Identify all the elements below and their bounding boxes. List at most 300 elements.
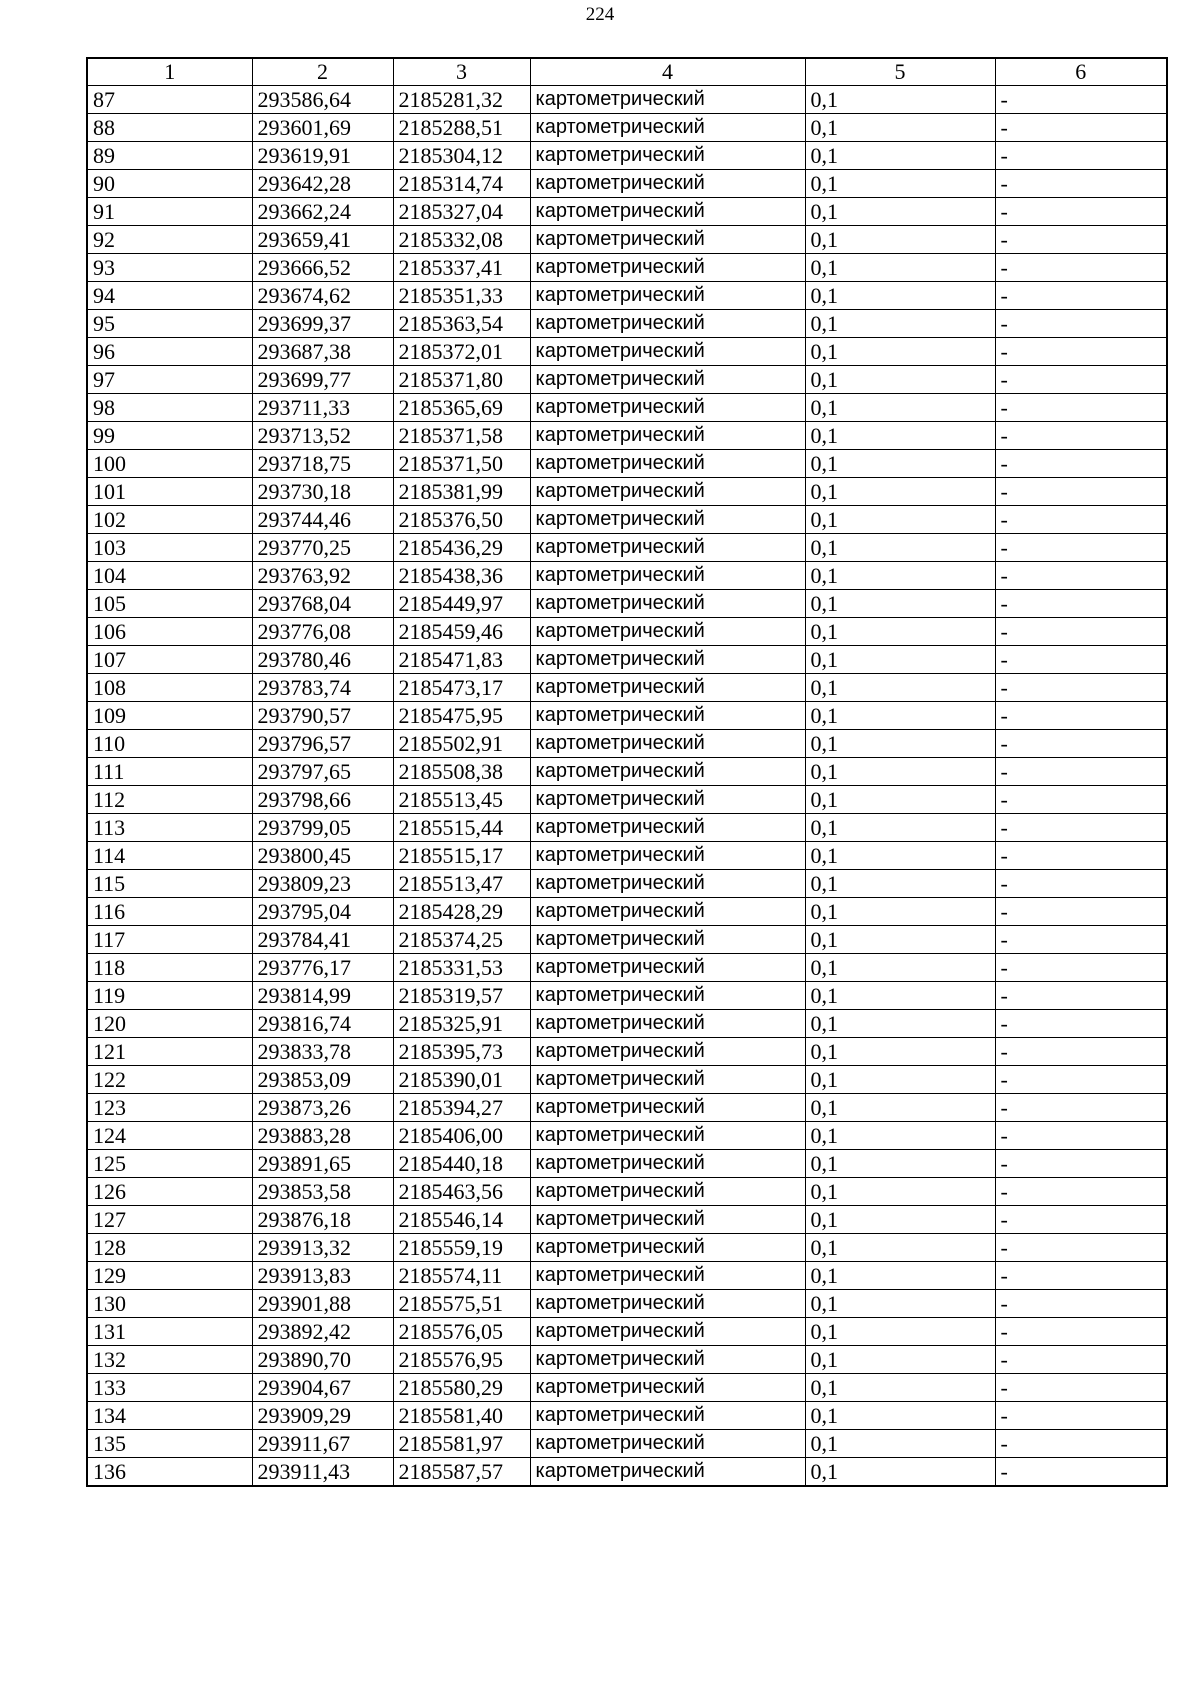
y-coordinate-cell: 2185314,74 <box>393 170 530 198</box>
method-cell: картометрический <box>530 814 805 842</box>
table-row <box>87 590 1167 618</box>
note-cell: - <box>995 1430 1167 1458</box>
y-coordinate-cell: 2185471,83 <box>393 646 530 674</box>
y-coordinate-cell: 2185574,11 <box>393 1262 530 1290</box>
y-coordinate-cell: 2185371,58 <box>393 422 530 450</box>
table-row <box>87 254 1167 282</box>
accuracy-cell: 0,1 <box>805 646 995 674</box>
method-cell: картометрический <box>530 422 805 450</box>
y-coordinate-cell: 2185438,36 <box>393 562 530 590</box>
y-coordinate-cell: 2185374,25 <box>393 926 530 954</box>
x-coordinate-cell: 293711,33 <box>252 394 393 422</box>
note-cell: - <box>995 870 1167 898</box>
method-cell: картометрический <box>530 562 805 590</box>
table-row <box>87 1458 1167 1487</box>
accuracy-cell: 0,1 <box>805 1010 995 1038</box>
point-number-cell: 122 <box>87 1066 252 1094</box>
y-coordinate-cell: 2185436,29 <box>393 534 530 562</box>
accuracy-cell: 0,1 <box>805 1318 995 1346</box>
point-number-cell: 134 <box>87 1402 252 1430</box>
point-number-cell: 103 <box>87 534 252 562</box>
note-cell: - <box>995 422 1167 450</box>
method-cell: картометрический <box>530 1038 805 1066</box>
method-cell: картометрический <box>530 282 805 310</box>
note-cell: - <box>995 170 1167 198</box>
table-row <box>87 814 1167 842</box>
point-number-cell: 99 <box>87 422 252 450</box>
table-row <box>87 870 1167 898</box>
table-row <box>87 674 1167 702</box>
column-header: 6 <box>995 58 1167 86</box>
accuracy-cell: 0,1 <box>805 1290 995 1318</box>
y-coordinate-cell: 2185463,56 <box>393 1178 530 1206</box>
column-header: 3 <box>393 58 530 86</box>
point-number-cell: 89 <box>87 142 252 170</box>
point-number-cell: 88 <box>87 114 252 142</box>
note-cell: - <box>995 1122 1167 1150</box>
accuracy-cell: 0,1 <box>805 1458 995 1487</box>
table-row <box>87 898 1167 926</box>
table-row <box>87 478 1167 506</box>
y-coordinate-cell: 2185281,32 <box>393 86 530 114</box>
point-number-cell: 124 <box>87 1122 252 1150</box>
note-cell: - <box>995 1402 1167 1430</box>
table-row <box>87 282 1167 310</box>
table-row <box>87 1066 1167 1094</box>
y-coordinate-cell: 2185331,53 <box>393 954 530 982</box>
table-row <box>87 142 1167 170</box>
x-coordinate-cell: 293642,28 <box>252 170 393 198</box>
note-cell: - <box>995 1178 1167 1206</box>
y-coordinate-cell: 2185449,97 <box>393 590 530 618</box>
note-cell: - <box>995 1318 1167 1346</box>
point-number-cell: 131 <box>87 1318 252 1346</box>
method-cell: картометрический <box>530 1206 805 1234</box>
note-cell: - <box>995 1010 1167 1038</box>
y-coordinate-cell: 2185515,44 <box>393 814 530 842</box>
note-cell: - <box>995 1374 1167 1402</box>
table-row <box>87 366 1167 394</box>
x-coordinate-cell: 293901,88 <box>252 1290 393 1318</box>
point-number-cell: 97 <box>87 366 252 394</box>
note-cell: - <box>995 562 1167 590</box>
accuracy-cell: 0,1 <box>805 1150 995 1178</box>
coordinates-table <box>86 57 1168 1487</box>
method-cell: картометрический <box>530 1262 805 1290</box>
x-coordinate-cell: 293890,70 <box>252 1346 393 1374</box>
method-cell: картометрический <box>530 478 805 506</box>
x-coordinate-cell: 293730,18 <box>252 478 393 506</box>
point-number-cell: 114 <box>87 842 252 870</box>
accuracy-cell: 0,1 <box>805 366 995 394</box>
accuracy-cell: 0,1 <box>805 1374 995 1402</box>
y-coordinate-cell: 2185304,12 <box>393 142 530 170</box>
accuracy-cell: 0,1 <box>805 1402 995 1430</box>
accuracy-cell: 0,1 <box>805 590 995 618</box>
y-coordinate-cell: 2185327,04 <box>393 198 530 226</box>
point-number-cell: 108 <box>87 674 252 702</box>
point-number-cell: 116 <box>87 898 252 926</box>
x-coordinate-cell: 293833,78 <box>252 1038 393 1066</box>
table-row <box>87 1094 1167 1122</box>
x-coordinate-cell: 293795,04 <box>252 898 393 926</box>
x-coordinate-cell: 293666,52 <box>252 254 393 282</box>
table-row <box>87 758 1167 786</box>
point-number-cell: 121 <box>87 1038 252 1066</box>
point-number-cell: 109 <box>87 702 252 730</box>
column-header: 1 <box>87 58 252 86</box>
point-number-cell: 128 <box>87 1234 252 1262</box>
accuracy-cell: 0,1 <box>805 1038 995 1066</box>
y-coordinate-cell: 2185587,57 <box>393 1458 530 1487</box>
accuracy-cell: 0,1 <box>805 142 995 170</box>
y-coordinate-cell: 2185381,99 <box>393 478 530 506</box>
table-row <box>87 1346 1167 1374</box>
y-coordinate-cell: 2185576,95 <box>393 1346 530 1374</box>
accuracy-cell: 0,1 <box>805 786 995 814</box>
y-coordinate-cell: 2185365,69 <box>393 394 530 422</box>
accuracy-cell: 0,1 <box>805 422 995 450</box>
accuracy-cell: 0,1 <box>805 86 995 114</box>
table-row <box>87 646 1167 674</box>
note-cell: - <box>995 758 1167 786</box>
note-cell: - <box>995 450 1167 478</box>
table-row <box>87 954 1167 982</box>
x-coordinate-cell: 293674,62 <box>252 282 393 310</box>
table-header-row <box>87 58 1167 86</box>
method-cell: картометрический <box>530 926 805 954</box>
point-number-cell: 129 <box>87 1262 252 1290</box>
method-cell: картометрический <box>530 1094 805 1122</box>
accuracy-cell: 0,1 <box>805 730 995 758</box>
method-cell: картометрический <box>530 1178 805 1206</box>
table-row <box>87 170 1167 198</box>
point-number-cell: 90 <box>87 170 252 198</box>
x-coordinate-cell: 293904,67 <box>252 1374 393 1402</box>
note-cell: - <box>995 226 1167 254</box>
point-number-cell: 127 <box>87 1206 252 1234</box>
point-number-cell: 95 <box>87 310 252 338</box>
x-coordinate-cell: 293892,42 <box>252 1318 393 1346</box>
point-number-cell: 101 <box>87 478 252 506</box>
accuracy-cell: 0,1 <box>805 758 995 786</box>
table-row <box>87 1318 1167 1346</box>
x-coordinate-cell: 293814,99 <box>252 982 393 1010</box>
table-row <box>87 1402 1167 1430</box>
note-cell: - <box>995 86 1167 114</box>
note-cell: - <box>995 506 1167 534</box>
method-cell: картометрический <box>530 842 805 870</box>
method-cell: картометрический <box>530 730 805 758</box>
method-cell: картометрический <box>530 870 805 898</box>
table-row <box>87 1150 1167 1178</box>
note-cell: - <box>995 954 1167 982</box>
note-cell: - <box>995 1234 1167 1262</box>
x-coordinate-cell: 293776,08 <box>252 618 393 646</box>
y-coordinate-cell: 2185371,50 <box>393 450 530 478</box>
method-cell: картометрический <box>530 1374 805 1402</box>
page-number: 224 <box>585 4 615 25</box>
accuracy-cell: 0,1 <box>805 1178 995 1206</box>
note-cell: - <box>995 282 1167 310</box>
table-row <box>87 506 1167 534</box>
table-row <box>87 394 1167 422</box>
method-cell: картометрический <box>530 338 805 366</box>
method-cell: картометрический <box>530 142 805 170</box>
x-coordinate-cell: 293713,52 <box>252 422 393 450</box>
accuracy-cell: 0,1 <box>805 674 995 702</box>
y-coordinate-cell: 2185319,57 <box>393 982 530 1010</box>
method-cell: картометрический <box>530 786 805 814</box>
method-cell: картометрический <box>530 366 805 394</box>
point-number-cell: 107 <box>87 646 252 674</box>
y-coordinate-cell: 2185288,51 <box>393 114 530 142</box>
point-number-cell: 115 <box>87 870 252 898</box>
table-row <box>87 310 1167 338</box>
note-cell: - <box>995 1150 1167 1178</box>
x-coordinate-cell: 293770,25 <box>252 534 393 562</box>
accuracy-cell: 0,1 <box>805 282 995 310</box>
point-number-cell: 94 <box>87 282 252 310</box>
note-cell: - <box>995 1206 1167 1234</box>
method-cell: картометрический <box>530 506 805 534</box>
note-cell: - <box>995 814 1167 842</box>
accuracy-cell: 0,1 <box>805 1206 995 1234</box>
point-number-cell: 113 <box>87 814 252 842</box>
table-row <box>87 1290 1167 1318</box>
table-row <box>87 338 1167 366</box>
table-row <box>87 534 1167 562</box>
point-number-cell: 100 <box>87 450 252 478</box>
note-cell: - <box>995 1066 1167 1094</box>
x-coordinate-cell: 293891,65 <box>252 1150 393 1178</box>
accuracy-cell: 0,1 <box>805 1094 995 1122</box>
x-coordinate-cell: 293809,23 <box>252 870 393 898</box>
method-cell: картометрический <box>530 1430 805 1458</box>
method-cell: картометрический <box>530 1346 805 1374</box>
table-row <box>87 422 1167 450</box>
y-coordinate-cell: 2185581,97 <box>393 1430 530 1458</box>
point-number-cell: 132 <box>87 1346 252 1374</box>
note-cell: - <box>995 1094 1167 1122</box>
y-coordinate-cell: 2185325,91 <box>393 1010 530 1038</box>
method-cell: картометрический <box>530 618 805 646</box>
x-coordinate-cell: 293873,26 <box>252 1094 393 1122</box>
point-number-cell: 102 <box>87 506 252 534</box>
accuracy-cell: 0,1 <box>805 870 995 898</box>
y-coordinate-cell: 2185363,54 <box>393 310 530 338</box>
accuracy-cell: 0,1 <box>805 338 995 366</box>
accuracy-cell: 0,1 <box>805 1122 995 1150</box>
y-coordinate-cell: 2185576,05 <box>393 1318 530 1346</box>
note-cell: - <box>995 898 1167 926</box>
point-number-cell: 96 <box>87 338 252 366</box>
accuracy-cell: 0,1 <box>805 1430 995 1458</box>
point-number-cell: 110 <box>87 730 252 758</box>
y-coordinate-cell: 2185390,01 <box>393 1066 530 1094</box>
accuracy-cell: 0,1 <box>805 534 995 562</box>
note-cell: - <box>995 1290 1167 1318</box>
table-row <box>87 114 1167 142</box>
accuracy-cell: 0,1 <box>805 702 995 730</box>
y-coordinate-cell: 2185459,46 <box>393 618 530 646</box>
y-coordinate-cell: 2185473,17 <box>393 674 530 702</box>
accuracy-cell: 0,1 <box>805 982 995 1010</box>
y-coordinate-cell: 2185559,19 <box>393 1234 530 1262</box>
accuracy-cell: 0,1 <box>805 310 995 338</box>
x-coordinate-cell: 293913,32 <box>252 1234 393 1262</box>
table-row <box>87 226 1167 254</box>
method-cell: картометрический <box>530 590 805 618</box>
point-number-cell: 112 <box>87 786 252 814</box>
table-body <box>87 86 1167 1487</box>
table-row <box>87 1122 1167 1150</box>
x-coordinate-cell: 293911,67 <box>252 1430 393 1458</box>
y-coordinate-cell: 2185502,91 <box>393 730 530 758</box>
x-coordinate-cell: 293783,74 <box>252 674 393 702</box>
point-number-cell: 87 <box>87 86 252 114</box>
table-row <box>87 1206 1167 1234</box>
y-coordinate-cell: 2185372,01 <box>393 338 530 366</box>
method-cell: картометрический <box>530 646 805 674</box>
note-cell: - <box>995 1038 1167 1066</box>
x-coordinate-cell: 293780,46 <box>252 646 393 674</box>
method-cell: картометрический <box>530 450 805 478</box>
table-row <box>87 1178 1167 1206</box>
point-number-cell: 92 <box>87 226 252 254</box>
x-coordinate-cell: 293619,91 <box>252 142 393 170</box>
method-cell: картометрический <box>530 758 805 786</box>
note-cell: - <box>995 590 1167 618</box>
column-header: 4 <box>530 58 805 86</box>
note-cell: - <box>995 646 1167 674</box>
accuracy-cell: 0,1 <box>805 170 995 198</box>
method-cell: картометрический <box>530 898 805 926</box>
x-coordinate-cell: 293800,45 <box>252 842 393 870</box>
x-coordinate-cell: 293744,46 <box>252 506 393 534</box>
method-cell: картометрический <box>530 86 805 114</box>
y-coordinate-cell: 2185394,27 <box>393 1094 530 1122</box>
x-coordinate-cell: 293784,41 <box>252 926 393 954</box>
method-cell: картометрический <box>530 1234 805 1262</box>
note-cell: - <box>995 618 1167 646</box>
column-header: 5 <box>805 58 995 86</box>
point-number-cell: 104 <box>87 562 252 590</box>
note-cell: - <box>995 198 1167 226</box>
table-row <box>87 702 1167 730</box>
y-coordinate-cell: 2185428,29 <box>393 898 530 926</box>
note-cell: - <box>995 114 1167 142</box>
column-header: 2 <box>252 58 393 86</box>
method-cell: картометрический <box>530 1122 805 1150</box>
point-number-cell: 130 <box>87 1290 252 1318</box>
point-number-cell: 119 <box>87 982 252 1010</box>
accuracy-cell: 0,1 <box>805 1066 995 1094</box>
table-row <box>87 1262 1167 1290</box>
note-cell: - <box>995 982 1167 1010</box>
table-row <box>87 1010 1167 1038</box>
point-number-cell: 125 <box>87 1150 252 1178</box>
x-coordinate-cell: 293768,04 <box>252 590 393 618</box>
x-coordinate-cell: 293687,38 <box>252 338 393 366</box>
x-coordinate-cell: 293699,37 <box>252 310 393 338</box>
point-number-cell: 120 <box>87 1010 252 1038</box>
table-row <box>87 562 1167 590</box>
y-coordinate-cell: 2185406,00 <box>393 1122 530 1150</box>
accuracy-cell: 0,1 <box>805 618 995 646</box>
x-coordinate-cell: 293853,09 <box>252 1066 393 1094</box>
method-cell: картометрический <box>530 114 805 142</box>
note-cell: - <box>995 142 1167 170</box>
y-coordinate-cell: 2185337,41 <box>393 254 530 282</box>
x-coordinate-cell: 293911,43 <box>252 1458 393 1487</box>
x-coordinate-cell: 293699,77 <box>252 366 393 394</box>
note-cell: - <box>995 534 1167 562</box>
method-cell: картометрический <box>530 1066 805 1094</box>
y-coordinate-cell: 2185351,33 <box>393 282 530 310</box>
note-cell: - <box>995 1458 1167 1487</box>
point-number-cell: 105 <box>87 590 252 618</box>
x-coordinate-cell: 293913,83 <box>252 1262 393 1290</box>
x-coordinate-cell: 293586,64 <box>252 86 393 114</box>
table-row <box>87 1038 1167 1066</box>
x-coordinate-cell: 293790,57 <box>252 702 393 730</box>
method-cell: картометрический <box>530 310 805 338</box>
x-coordinate-cell: 293798,66 <box>252 786 393 814</box>
x-coordinate-cell: 293601,69 <box>252 114 393 142</box>
note-cell: - <box>995 1346 1167 1374</box>
method-cell: картометрический <box>530 198 805 226</box>
table-row <box>87 730 1167 758</box>
point-number-cell: 118 <box>87 954 252 982</box>
accuracy-cell: 0,1 <box>805 394 995 422</box>
x-coordinate-cell: 293883,28 <box>252 1122 393 1150</box>
y-coordinate-cell: 2185475,95 <box>393 702 530 730</box>
x-coordinate-cell: 293796,57 <box>252 730 393 758</box>
accuracy-cell: 0,1 <box>805 478 995 506</box>
x-coordinate-cell: 293853,58 <box>252 1178 393 1206</box>
method-cell: картометрический <box>530 1150 805 1178</box>
point-number-cell: 91 <box>87 198 252 226</box>
method-cell: картометрический <box>530 1290 805 1318</box>
point-number-cell: 98 <box>87 394 252 422</box>
method-cell: картометрический <box>530 954 805 982</box>
y-coordinate-cell: 2185575,51 <box>393 1290 530 1318</box>
note-cell: - <box>995 1262 1167 1290</box>
x-coordinate-cell: 293909,29 <box>252 1402 393 1430</box>
y-coordinate-cell: 2185513,47 <box>393 870 530 898</box>
x-coordinate-cell: 293662,24 <box>252 198 393 226</box>
accuracy-cell: 0,1 <box>805 198 995 226</box>
point-number-cell: 111 <box>87 758 252 786</box>
accuracy-cell: 0,1 <box>805 842 995 870</box>
method-cell: картометрический <box>530 254 805 282</box>
table-row <box>87 842 1167 870</box>
note-cell: - <box>995 730 1167 758</box>
note-cell: - <box>995 926 1167 954</box>
note-cell: - <box>995 254 1167 282</box>
table-row <box>87 982 1167 1010</box>
y-coordinate-cell: 2185581,40 <box>393 1402 530 1430</box>
method-cell: картометрический <box>530 170 805 198</box>
note-cell: - <box>995 366 1167 394</box>
y-coordinate-cell: 2185513,45 <box>393 786 530 814</box>
method-cell: картометрический <box>530 982 805 1010</box>
point-number-cell: 135 <box>87 1430 252 1458</box>
method-cell: картометрический <box>530 1010 805 1038</box>
accuracy-cell: 0,1 <box>805 226 995 254</box>
note-cell: - <box>995 786 1167 814</box>
